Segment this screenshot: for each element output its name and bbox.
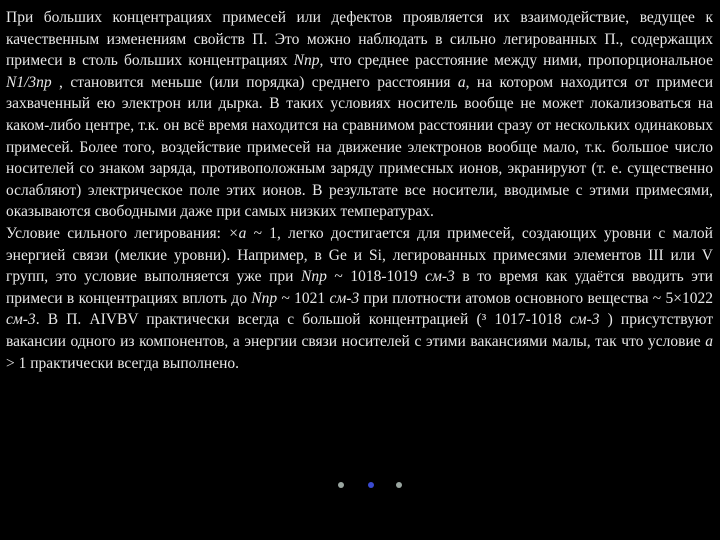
paragraph-2 — [6, 223, 713, 374]
text-run: ~ 1018-1019 — [326, 268, 426, 286]
text-run: в то время как удаётся вводить эти примеси в концентрациях вплоть до — [6, 268, 713, 307]
text-run-italic: а — [705, 332, 713, 350]
text-run: при плотности атомов основного вещества ~ 5×1022 — [359, 289, 713, 307]
text-run: ~ 1, легко достигается для примесей, создающих уровни с малой энергией связи (мелкие уровни). Например, в Ge и Si, легированных примесями элементов III или V групп, это условие выполняется уже при — [6, 224, 713, 286]
text-run: . В П. AIVBV практически всегда с большой концентрацией (³ 1017-1018 — [35, 311, 570, 329]
text-run: , становится меньше (или порядка) среднего расстояния — [51, 73, 458, 91]
text-run-italic: Nпр — [293, 52, 320, 70]
text-run: > 1 практически всегда выполнено. — [6, 354, 240, 372]
text-run: , что среднее расстояние между ними, пропорциональное — [319, 52, 713, 70]
text-run-italic: Nпр — [300, 268, 327, 286]
paragraph-1 — [6, 7, 713, 223]
text-run-italic: см-3 — [569, 311, 600, 329]
text-run-italic: см-3 — [329, 289, 360, 307]
text-run: ~ 1021 — [277, 289, 330, 307]
text-run-italic: см-3 — [6, 311, 36, 329]
text-run: , на котором находится от примеси захваченный ею электрон или дырка. В таких условиях носитель вообще не может локализоваться на каком-либо центре, т.к. он всё время находится на сравнимом расстоянии сразу от нескольких одинаковых примесей. Более того, воздействие примесей на движение электронов вообще мало, т.к. большое число носителей со знаком заряда, противоположным заряду примесных ионов, экранируют (т. е. существенно ослабляют) электрическое поле этих ионов. В результате все носители, вводимые с этими примесями, оказываются свободными даже при самых низких температурах. — [6, 73, 714, 221]
body-text — [6, 7, 713, 374]
text-run-italic: а — [457, 73, 466, 91]
nav-dot-current[interactable] — [368, 482, 374, 488]
text-run: ) присутствуют вакансии одного из компонентов, а энергии связи носителей с этими вакансиями малы, так что условие — [6, 311, 713, 350]
text-run-italic: N1/3пр — [6, 73, 52, 91]
text-run: Условие сильного легирования: — [6, 224, 229, 242]
text-run-italic: ×а — [228, 224, 247, 242]
nav-dot-next[interactable] — [396, 482, 402, 488]
text-run-italic: Nпр — [251, 289, 278, 307]
text-run-italic: см-3 — [425, 268, 455, 286]
text-run: При больших концентрациях примесей или дефектов проявляется их взаимодействие, ведущее к качественным изменениям свойств П. Это можно наблюдать в сильно легированных П., содержащих примеси в столь больших концентрациях — [6, 9, 713, 70]
slide-nav-dots — [338, 482, 408, 492]
nav-dot-prev[interactable] — [338, 482, 344, 488]
